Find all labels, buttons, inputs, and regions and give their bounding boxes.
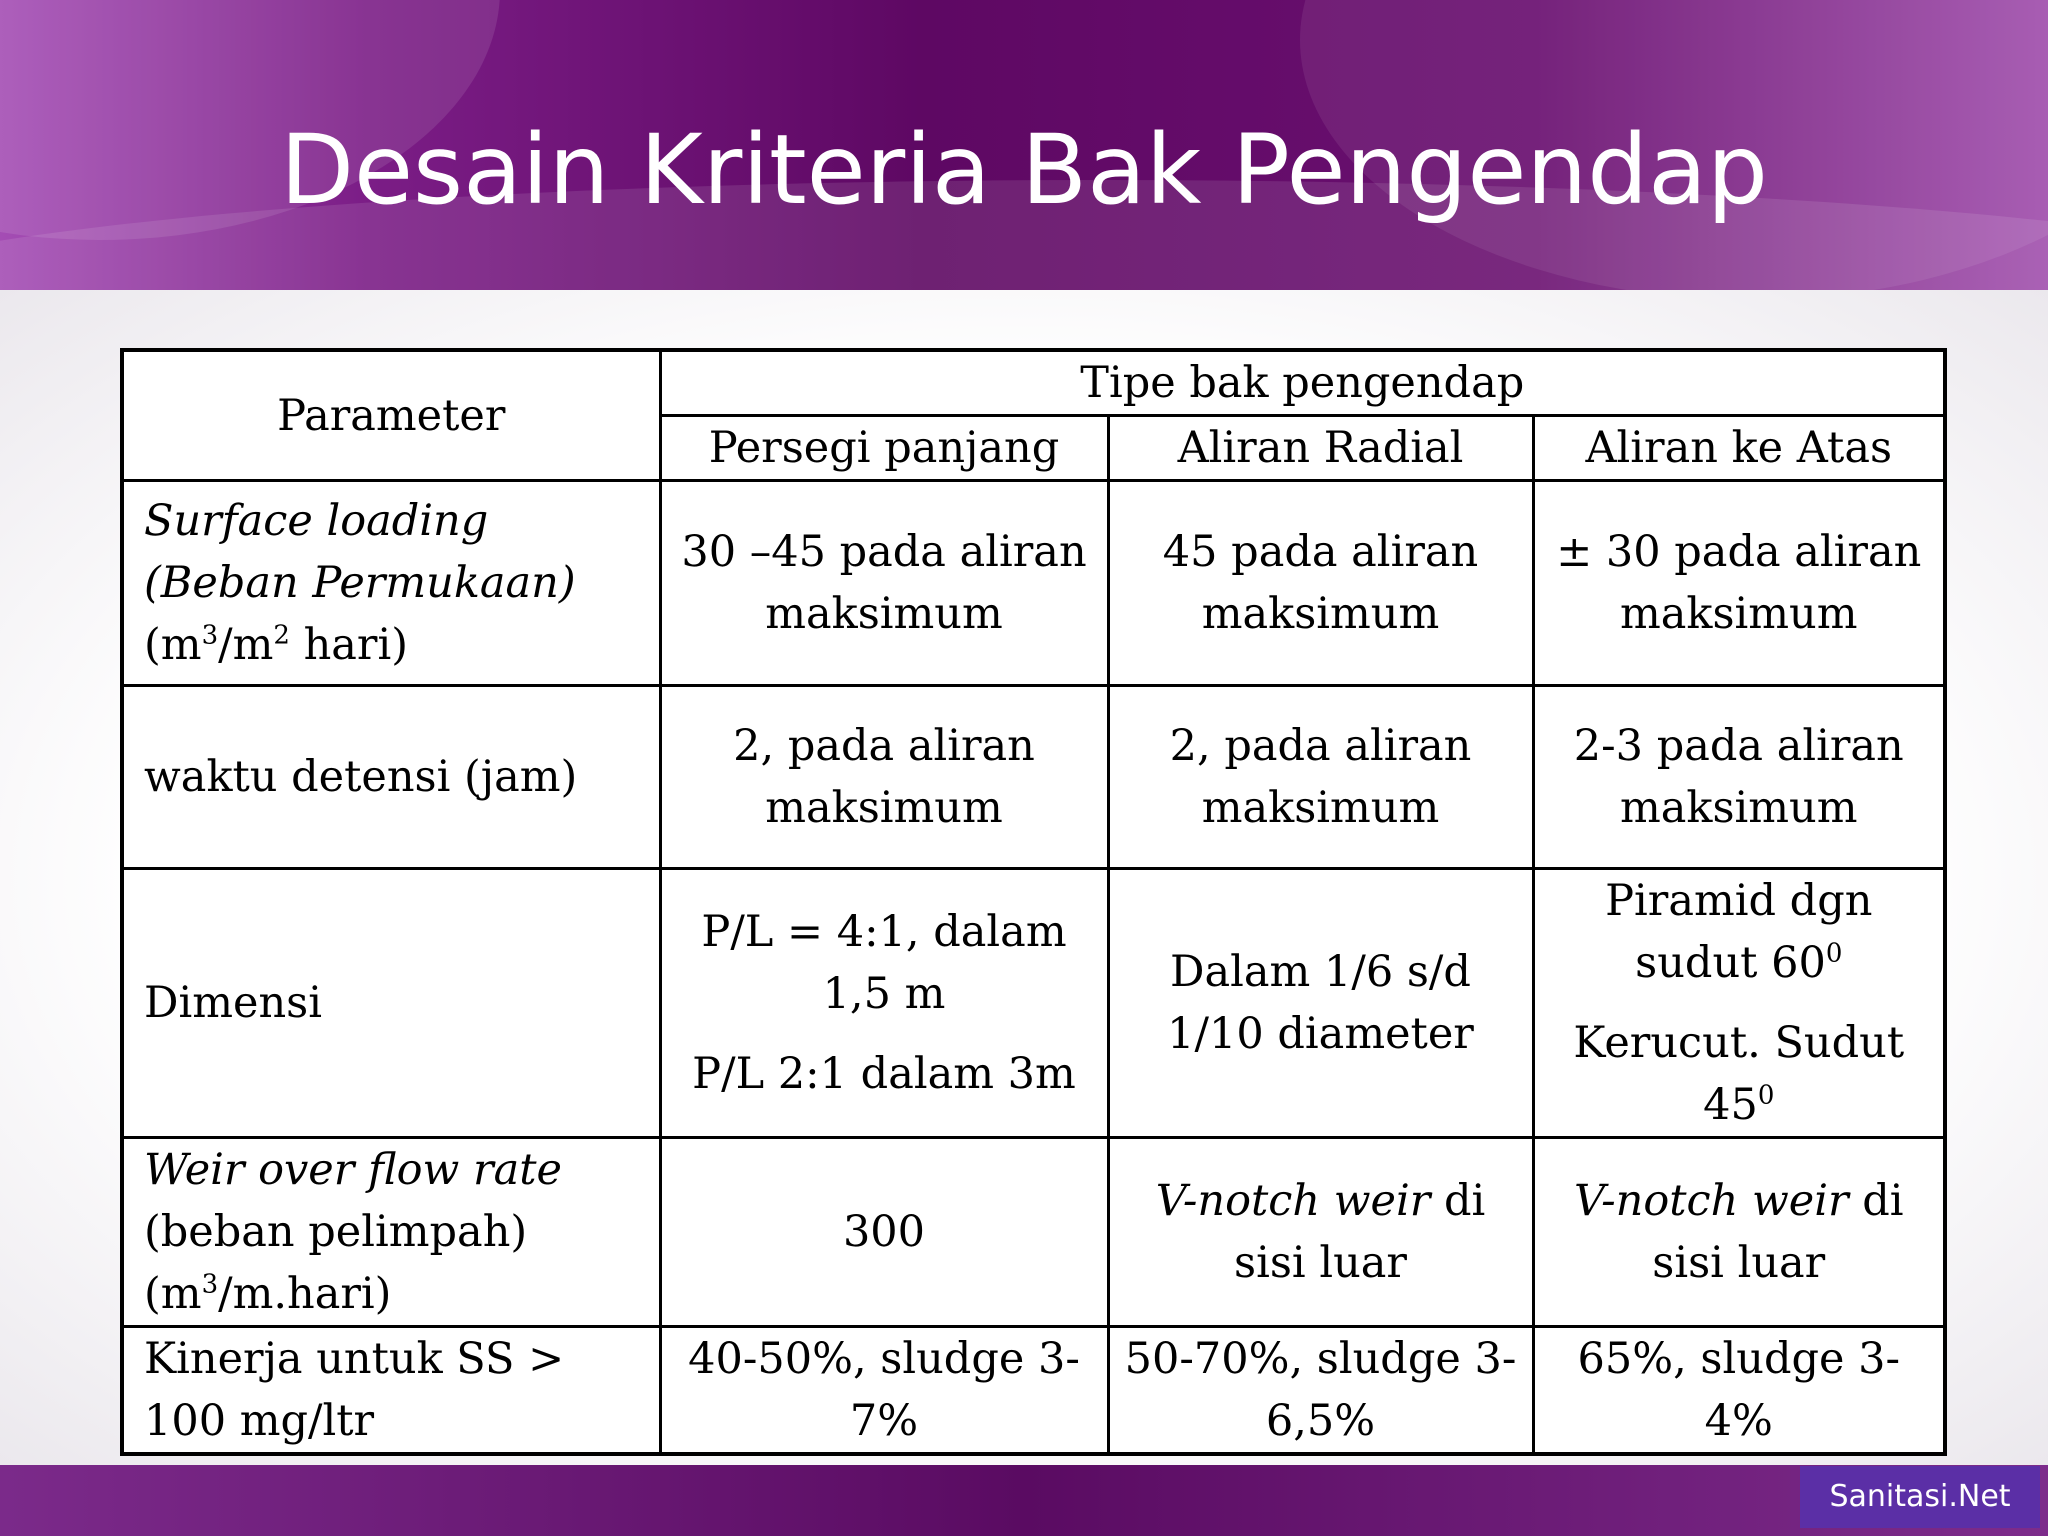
header-aliran-radial: Aliran Radial bbox=[1108, 416, 1533, 481]
param-unit: ($m^3/m^2$ hari) bbox=[144, 620, 409, 670]
cell-value: 65%, sludge 3-4% bbox=[1533, 1327, 1945, 1455]
cell-value: 30 –45 pada aliran maksimum bbox=[660, 481, 1108, 686]
cell-value: V-notch weir di sisi luar bbox=[1533, 1138, 1945, 1327]
cell-line: P/L 2:1 dalam 3m bbox=[692, 1049, 1076, 1099]
cell-value: V-notch weir di sisi luar bbox=[1108, 1138, 1533, 1327]
cell-value bbox=[660, 869, 1108, 1138]
param-waktu-detensi: waktu detensi (jam) bbox=[122, 686, 660, 869]
cell-line: P/L = 4:1, dalam 1,5 m bbox=[701, 907, 1067, 1019]
criteria-table bbox=[120, 348, 1947, 1456]
param-kinerja-ss: Kinerja untuk SS > 100 mg/ltr bbox=[122, 1327, 660, 1455]
header-persegi-panjang: Persegi panjang bbox=[660, 416, 1108, 481]
watermark-logo: Sanitasi.Net bbox=[1800, 1466, 2040, 1528]
param-italic: Weir over flow rate bbox=[144, 1145, 562, 1195]
table-row bbox=[122, 1327, 1945, 1455]
cell-value: 300 bbox=[660, 1138, 1108, 1327]
param-italic: (Beban Permukaan) bbox=[144, 558, 576, 608]
param-surface-loading bbox=[122, 481, 660, 686]
table-row bbox=[122, 869, 1945, 1138]
cell-line: Kerucut. Sudut $45^0$ bbox=[1573, 1018, 1905, 1130]
slide-title: Desain Kriteria Bak Pengendap bbox=[280, 114, 1768, 226]
param-line: (beban pelimpah) bbox=[144, 1207, 528, 1257]
cell-value: ± 30 pada aliran maksimum bbox=[1533, 481, 1945, 686]
footer-band bbox=[0, 1465, 2048, 1536]
header-tipe-bak: Tipe bak pengendap bbox=[660, 350, 1945, 416]
param-italic: Surface loading bbox=[144, 496, 489, 546]
cell-line: Piramid dgn sudut $60^0$ bbox=[1605, 876, 1873, 988]
table-row bbox=[122, 481, 1945, 686]
title-banner bbox=[0, 0, 2048, 290]
cell-value: 2, pada aliran maksimum bbox=[660, 686, 1108, 869]
header-aliran-ke-atas: Aliran ke Atas bbox=[1533, 416, 1945, 481]
cell-value: 50-70%, sludge 3-6,5% bbox=[1108, 1327, 1533, 1455]
cell-value: 45 pada aliran maksimum bbox=[1108, 481, 1533, 686]
cell-value bbox=[1533, 869, 1945, 1138]
param-unit: $(m^3/m.hari)$ bbox=[144, 1269, 392, 1319]
cell-value: 2, pada aliran maksimum bbox=[1108, 686, 1533, 869]
cell-value: Dalam 1/6 s/d 1/10 diameter bbox=[1108, 869, 1533, 1138]
table-row bbox=[122, 1138, 1945, 1327]
cell-value: 2-3 pada aliran maksimum bbox=[1533, 686, 1945, 869]
param-dimensi: Dimensi bbox=[122, 869, 660, 1138]
header-parameter: Parameter bbox=[122, 350, 660, 481]
table-row bbox=[122, 686, 1945, 869]
param-weir-overflow bbox=[122, 1138, 660, 1327]
cell-value: 40-50%, sludge 3-7% bbox=[660, 1327, 1108, 1455]
